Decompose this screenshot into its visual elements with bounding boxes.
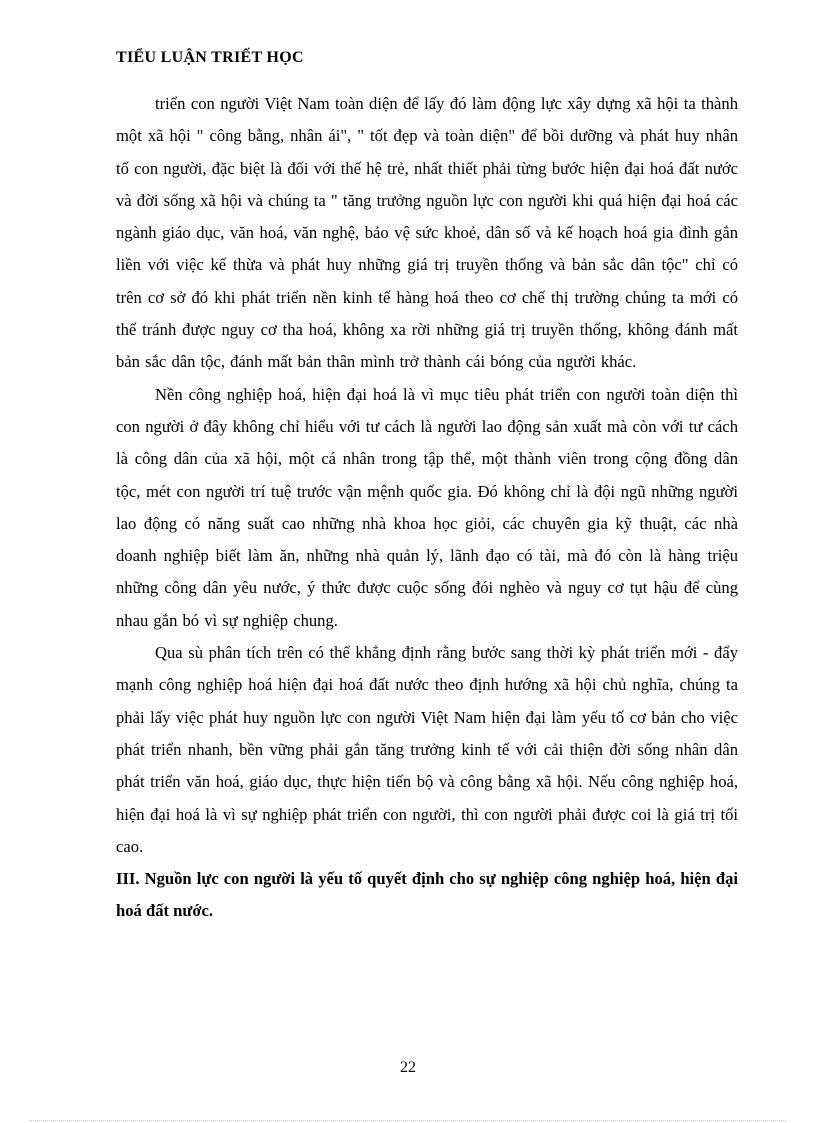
paragraph-conclusion: Qua sù phân tích trên có thể khẳng định rằng bước sang thời kỳ phát triển mới - đẩy mạnh công nghiệp hoá hiện đại hoá đất nước theo định hướng xã hội chủ nghĩa, chúng ta phải lấy việc phát huy nguồn lực con người Việt Nam hiện đại làm yếu tố cơ bản cho việc phát triển nhanh, bền vững phải gắn tăng trưởng kinh tế với cải thiện đời sống nhân dân phát triển văn hoá, giáo dục, thực hiện tiến bộ và công bằng xã hội. Nếu công nghiệp hoá, hiện đại hoá là vì sự nghiệp phát triển con người, thì con người phải được coi là giá trị tối cao.: [116, 643, 738, 856]
document-body: [116, 88, 738, 928]
paragraph-industrialization-goal: Nền công nghiệp hoá, hiện đại hoá là vì mục tiêu phát triển con người toàn diện thì con người ở đây không chỉ hiểu với tư cách là người lao động sản xuất mà còn với tư cách là công dân của xã hội, một cá nhân trong tập thể, một thành viên trong cộng đồng dân tộc, mét con người trí tuệ trước vận mệnh quốc gia. Đó không chỉ là đội ngũ những người lao động có năng suất cao những nhà khoa học giỏi, các chuyên gia kỹ thuật, các nhà doanh nghiệp biết làm ăn, những nhà quản lý, lãnh đạo có tài, mà đó còn là hàng triệu những công dân yêu nước, ý thức được cuộc sống đói nghèo và nguy cơ tụt hậu để cùng nhau gắn bó vì sự nghiệp chung.: [116, 384, 738, 630]
paragraph-continuation: triển con người Việt Nam toàn diện để lấy đó làm động lực xây dựng xã hội ta thành một xã hội " công bằng, nhân ái", " tốt đẹp và toàn diện" để bồi dưỡng và phát huy nhân tố con người, đặc biệt là đối với thế hệ trẻ, nhất thiết phải từng bước hiện đại hoá đất nước và đời sống xã hội và chúng ta " tăng trưởng nguồn lực con người khi quá hiện đại hoá các ngành giáo dục, văn hoá, văn nghệ, bảo vệ sức khoẻ, dân số và kế hoạch hoá gia đình gắn liền với việc kế thừa và phát huy những giá trị truyền thống và bản sắc dân tộc" chỉ có trên cơ sở đó khi phát triển nền kinh tế hàng hoá theo cơ chế thị trường chúng ta mới có thể tránh được nguy cơ tha hoá, không xa rời những giá trị truyền thống, không đánh mất bản sắc dân tộc, đánh mất bản thân mình trở thành cái bóng của người khác.: [116, 94, 739, 372]
section-heading-iii: III. Nguồn lực con người là yếu tố quyết định cho sự nghiệp công nghiệp hoá, hiện đại hoá đất nước.: [116, 869, 738, 921]
page-number: 22: [400, 1059, 416, 1076]
page-bottom-divider: [30, 1120, 786, 1121]
document-header-title: TIỂU LUẬN TRIẾT HỌC: [116, 49, 304, 66]
